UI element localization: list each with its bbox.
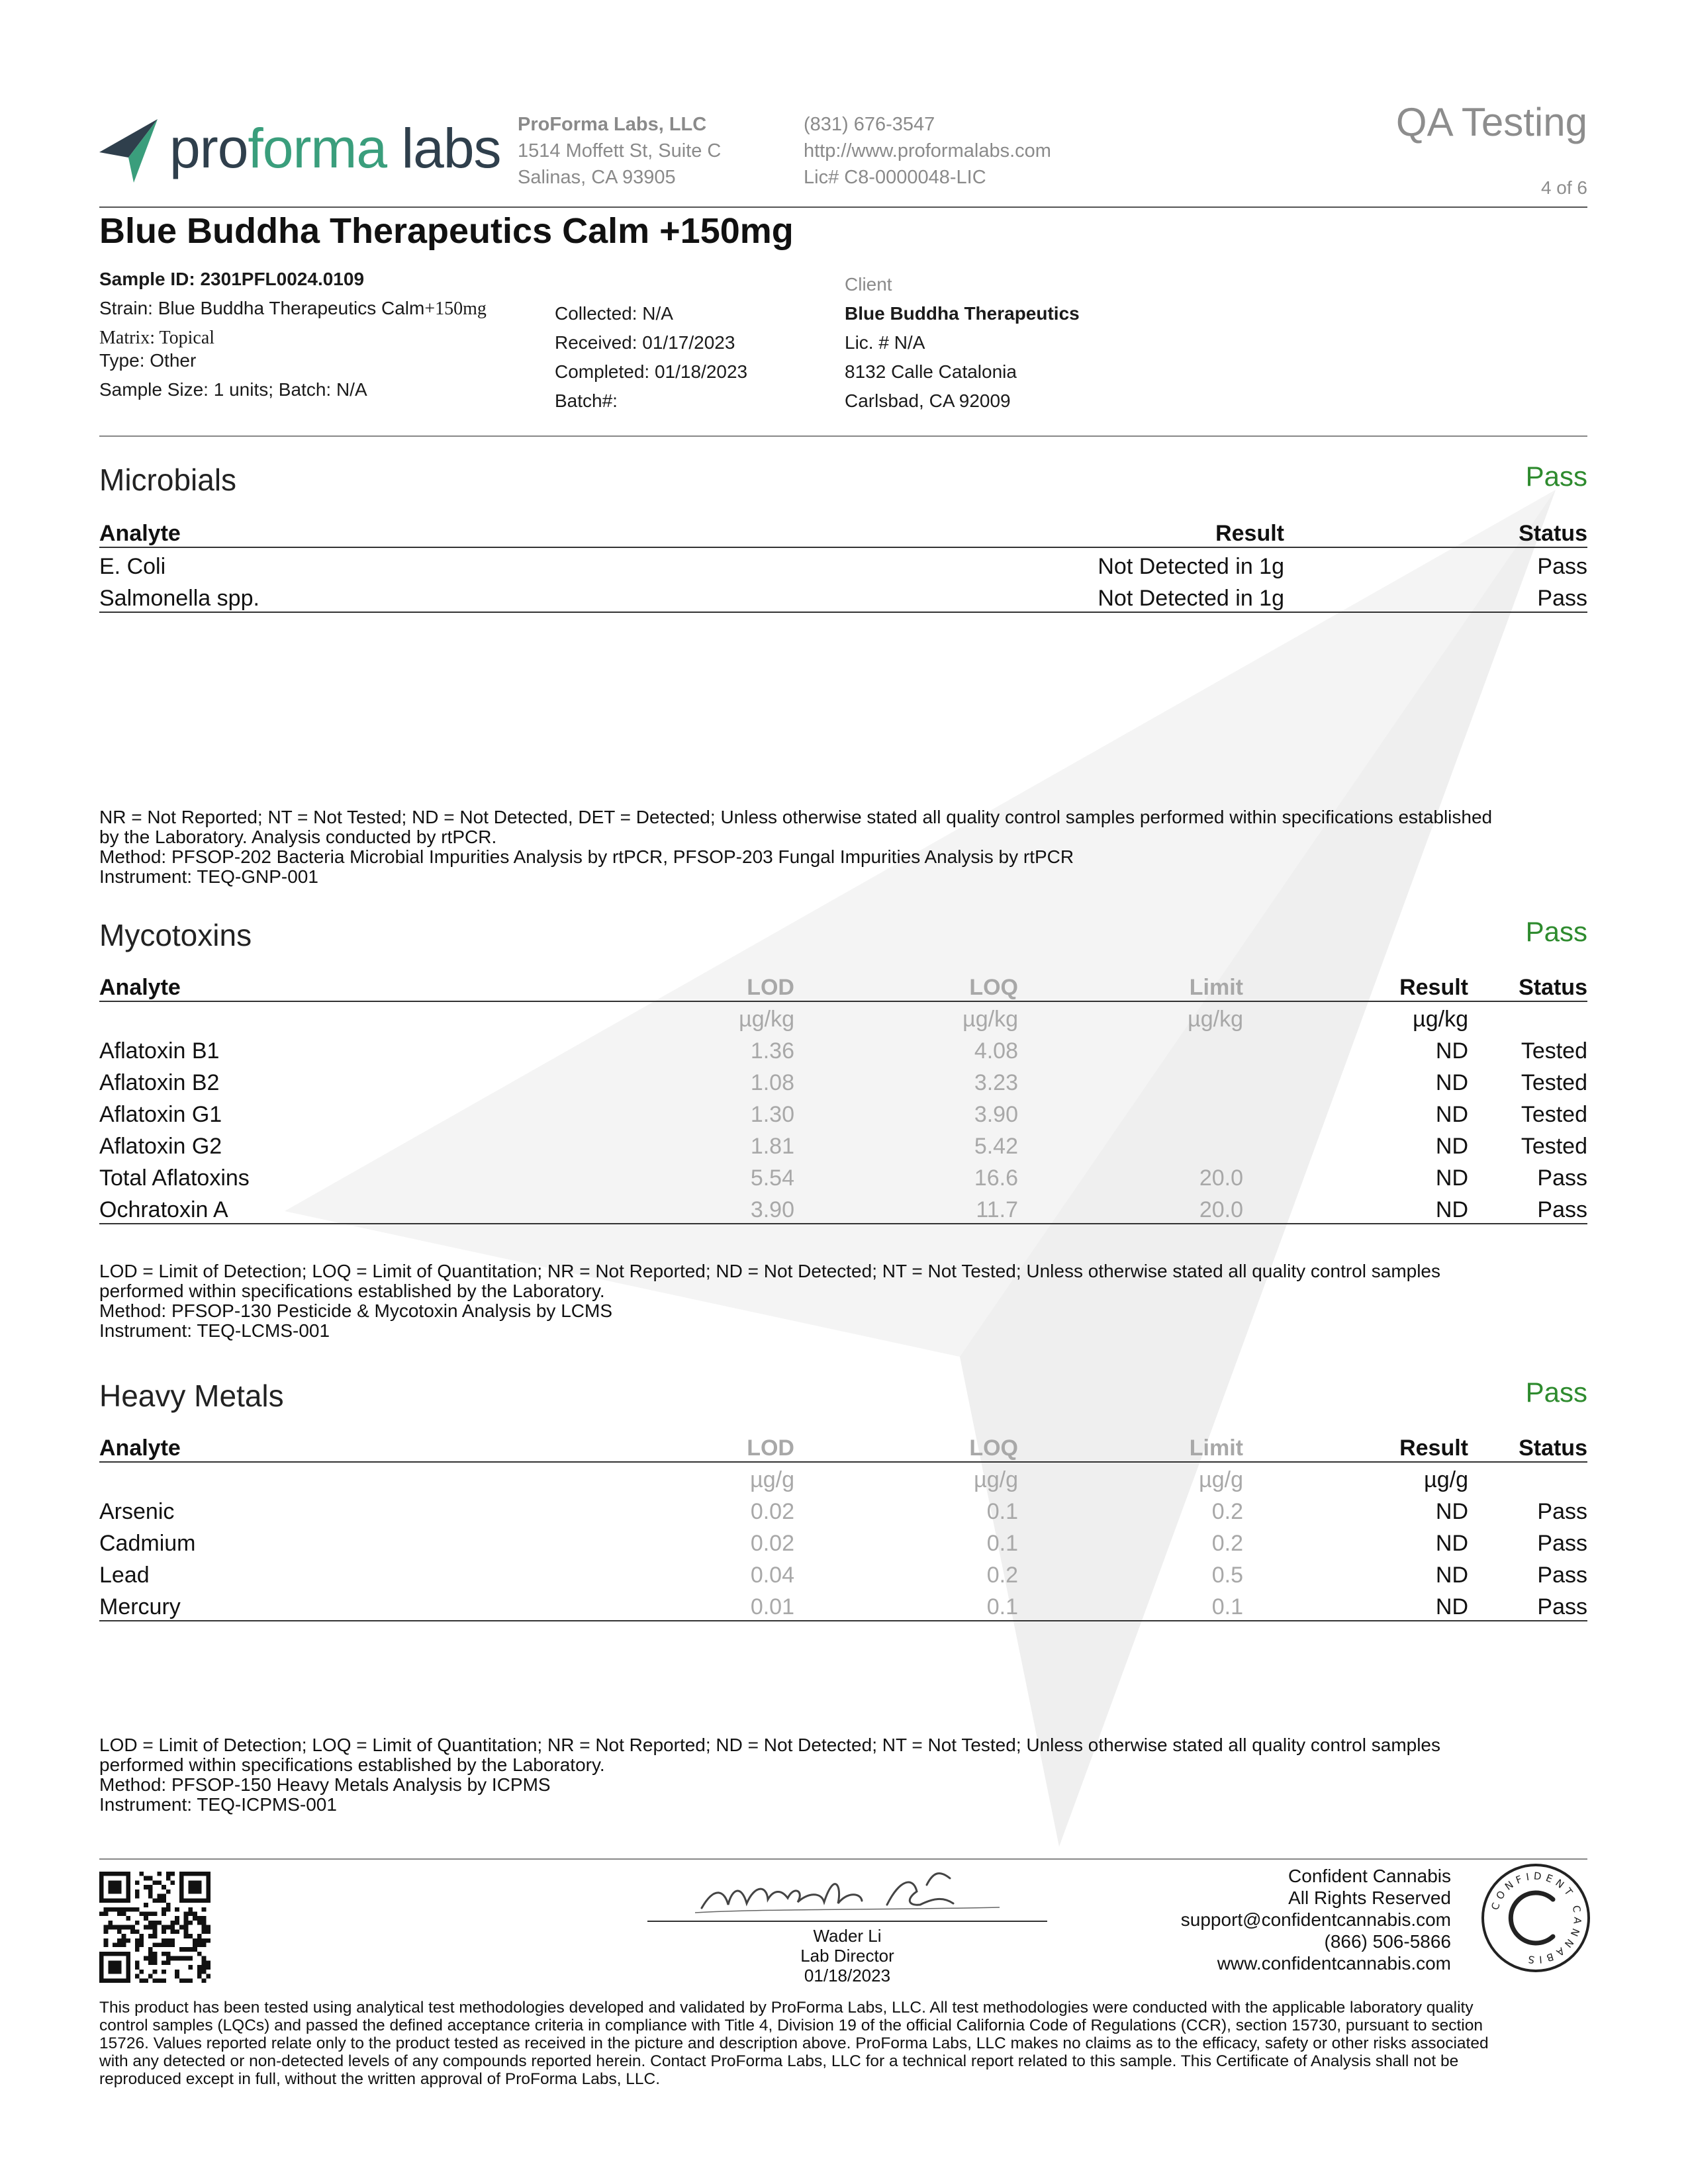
note-line: LOD = Limit of Detection; LOQ = Limit of Quantitation; NR = Not Reported; ND = Not Detected; NT = Not Tested; Unless otherwise stated all quality control samples xyxy=(99,1735,1441,1755)
status-value: Pass xyxy=(1537,1499,1587,1524)
limit-value: 0.5 xyxy=(1211,1563,1243,1588)
table-header-row xyxy=(99,970,1587,1001)
microbials-title: Microbials xyxy=(99,463,237,497)
analyte-status: Pass xyxy=(1537,554,1587,579)
col-loq: LOQ xyxy=(794,1431,1018,1462)
status-value: Pass xyxy=(1468,1588,1587,1621)
lab-address-line2: Salinas, CA 93905 xyxy=(518,167,676,188)
note-line: Method: PFSOP-150 Heavy Metals Analysis by ICPMS xyxy=(99,1774,551,1795)
mycotoxins-notes xyxy=(99,1261,1589,1341)
result-value: ND xyxy=(1435,1134,1468,1159)
analyte-result: Not Detected in 1g xyxy=(1098,554,1284,579)
lab-company-name: ProForma Labs, LLC xyxy=(518,114,707,135)
limit-unit: µg/kg xyxy=(1188,1007,1243,1032)
status-value: Tested xyxy=(1521,1070,1587,1095)
sample-strain: Strain: Blue Buddha Therapeutics Calm+150mg xyxy=(99,298,487,319)
note-line: LOD = Limit of Detection; LOQ = Limit of Quantitation; NR = Not Reported; ND = Not Detected; NT = Not Tested; Unless otherwise stated all quality control samples xyxy=(99,1261,1441,1281)
collected-date: Collected: N/A xyxy=(555,303,673,324)
limit-value xyxy=(1018,1064,1243,1096)
confident-cannabis-info xyxy=(1181,1865,1451,1974)
cc-phone: (866) 506-5866 xyxy=(1324,1931,1451,1952)
col-status: Status xyxy=(1284,516,1587,547)
lod-value: 1.08 xyxy=(750,1070,794,1095)
signatory-name: Wader Li xyxy=(813,1926,882,1946)
status-value: Pass xyxy=(1468,1191,1587,1224)
result-value: ND xyxy=(1435,1563,1468,1588)
loq-value: 3.23 xyxy=(974,1070,1018,1095)
cc-website[interactable]: www.confidentcannabis.com xyxy=(1217,1953,1451,1974)
signatory xyxy=(647,1926,1047,1985)
loq-value: 0.1 xyxy=(794,1588,1018,1621)
table-row xyxy=(99,547,1587,580)
disclaimer-line: reproduced except in full, without the written approval of ProForma Labs, LLC. xyxy=(99,2070,661,2088)
loq-value: 16.6 xyxy=(974,1165,1018,1191)
lab-phone: (831) 676-3547 xyxy=(804,114,935,135)
microbials-table xyxy=(99,516,1587,613)
disclaimer-line: 15726. Values reported relate only to the product tested as received in the picture and description above. ProForma Labs, LLC makes no claims as to the efficacy, safety or other risks associated xyxy=(99,2034,1489,2052)
header-divider xyxy=(99,206,1587,208)
svg-text:CONFIDENT CANNABIS xyxy=(1489,1870,1583,1966)
heavy-metals-notes xyxy=(99,1735,1589,1815)
microbials-status: Pass xyxy=(1525,461,1587,492)
cc-email[interactable]: support@confidentcannabis.com xyxy=(1180,1909,1451,1930)
lod-value: 0.02 xyxy=(750,1531,794,1556)
result-unit: µg/g xyxy=(1424,1467,1468,1492)
client-name: Blue Buddha Therapeutics xyxy=(845,303,1080,324)
disclaimer xyxy=(99,1999,1589,2088)
mycotoxins-status: Pass xyxy=(1525,916,1587,947)
disclaimer-line: control samples (LQCs) and passed the defined acceptance criteria in compliance with Title 4, Division 19 of the official California Code of Regulations (CCR), section 15730, pursuant to section xyxy=(99,2017,1483,2034)
col-result: Result xyxy=(1243,1431,1468,1462)
limit-value xyxy=(1018,1032,1243,1064)
loq-value: 5.42 xyxy=(974,1134,1018,1159)
signature-date: 01/18/2023 xyxy=(804,1966,891,1985)
lod-value: 1.36 xyxy=(750,1038,794,1064)
note-line: performed within specifications established by the Laboratory. xyxy=(99,1754,605,1775)
analyte-name: Aflatoxin B1 xyxy=(99,1038,220,1064)
sample-info xyxy=(99,265,487,404)
status-value: Pass xyxy=(1537,1531,1587,1556)
lod-value: 0.02 xyxy=(750,1499,794,1524)
report-type: QA Testing xyxy=(1395,100,1587,144)
note-line: performed within specifications established by the Laboratory. xyxy=(99,1281,605,1301)
analyte-name: Total Aflatoxins xyxy=(99,1165,250,1191)
sample-id: Sample ID: 2301PFL0024.0109 xyxy=(99,269,365,289)
qr-code-icon[interactable] xyxy=(99,1872,211,1983)
limit-value xyxy=(1018,1128,1243,1160)
microbials-notes xyxy=(99,807,1589,887)
analyte-name: E. Coli xyxy=(99,554,166,579)
table-row xyxy=(99,1160,1587,1191)
note-line: Method: PFSOP-130 Pesticide & Mycotoxin Analysis by LCMS xyxy=(99,1300,612,1321)
note-line: NR = Not Reported; NT = Not Tested; ND = Not Detected, DET = Detected; Unless otherwise stated all quality control samples performed within specifications established xyxy=(99,807,1493,827)
limit-value: 20.0 xyxy=(1018,1191,1243,1224)
col-status: Status xyxy=(1468,1431,1587,1462)
table-row xyxy=(99,1032,1587,1064)
table-row xyxy=(99,580,1587,612)
limit-value: 0.2 xyxy=(1211,1499,1243,1524)
table-row xyxy=(99,1557,1587,1588)
table-row xyxy=(99,1128,1587,1160)
units-row xyxy=(99,1001,1587,1032)
lab-company-info xyxy=(518,111,721,191)
lab-website: http://www.proformalabs.com xyxy=(804,140,1051,161)
loq-value: 0.1 xyxy=(986,1531,1018,1556)
lod-unit: µg/g xyxy=(750,1467,794,1492)
table-row xyxy=(99,1096,1587,1128)
proforma-logo-mark-icon xyxy=(98,118,159,184)
note-line: Instrument: TEQ-ICPMS-001 xyxy=(99,1794,337,1815)
loq-value: 4.08 xyxy=(974,1038,1018,1064)
note-line: by the Laboratory. Analysis conducted by rtPCR. xyxy=(99,827,497,847)
col-analyte: Analyte xyxy=(99,1431,496,1462)
analyte-name: Cadmium xyxy=(99,1531,196,1556)
info-divider xyxy=(99,435,1587,437)
confident-cannabis-seal-icon xyxy=(1480,1862,1591,1974)
seal-text: CONFIDENT CANNABIS xyxy=(1489,1870,1584,1966)
units-row xyxy=(99,1462,1587,1493)
received-date: Received: 01/17/2023 xyxy=(555,332,735,353)
status-value: Tested xyxy=(1521,1102,1587,1127)
col-result: Result xyxy=(629,516,1284,547)
analyte-name: Arsenic xyxy=(99,1499,175,1524)
lod-value: 5.54 xyxy=(750,1165,794,1191)
result-value: ND xyxy=(1435,1102,1468,1127)
lod-value: 1.30 xyxy=(750,1102,794,1127)
table-header-row xyxy=(99,1431,1587,1462)
lod-value: 0.01 xyxy=(496,1588,794,1621)
signature-image xyxy=(688,1858,1006,1925)
status-value: Pass xyxy=(1537,1563,1587,1588)
result-value: ND xyxy=(1435,1531,1468,1556)
analyte-result: Not Detected in 1g xyxy=(629,580,1284,612)
status-value: Tested xyxy=(1521,1134,1587,1159)
table-header-row xyxy=(99,516,1587,547)
result-value: ND xyxy=(1243,1191,1468,1224)
mycotoxins-title: Mycotoxins xyxy=(99,918,252,952)
page-number: 4 of 6 xyxy=(1540,177,1587,198)
lab-contact-info xyxy=(804,111,1051,191)
limit-value: 0.1 xyxy=(1018,1588,1243,1621)
mycotoxins-table xyxy=(99,970,1587,1224)
limit-unit: µg/g xyxy=(1199,1467,1243,1492)
analyte-name: Aflatoxin B2 xyxy=(99,1070,220,1095)
client-info xyxy=(845,270,1080,416)
lod-value: 1.81 xyxy=(750,1134,794,1159)
col-limit: Limit xyxy=(1018,970,1243,1001)
limit-value xyxy=(1018,1096,1243,1128)
client-street: 8132 Calle Catalonia xyxy=(845,361,1017,382)
client-label: Client xyxy=(845,274,892,295)
limit-value: 20.0 xyxy=(1199,1165,1243,1191)
proforma-logo xyxy=(98,114,502,187)
table-row xyxy=(99,1588,1587,1621)
analyte-name: Ochratoxin A xyxy=(99,1191,496,1224)
result-value: ND xyxy=(1435,1499,1468,1524)
analyte-name: Aflatoxin G2 xyxy=(99,1134,222,1159)
batch-number: Batch#: xyxy=(555,390,618,411)
col-analyte: Analyte xyxy=(99,970,496,1001)
result-unit: µg/kg xyxy=(1413,1007,1468,1032)
limit-value: 0.2 xyxy=(1211,1531,1243,1556)
note-line: Instrument: TEQ-GNP-001 xyxy=(99,866,318,887)
col-lod: LOD xyxy=(496,970,794,1001)
sample-type: Type: Other xyxy=(99,350,197,371)
status-value: Tested xyxy=(1521,1038,1587,1064)
table-row xyxy=(99,1064,1587,1096)
loq-value: 11.7 xyxy=(794,1191,1018,1224)
client-license: Lic. # N/A xyxy=(845,332,925,353)
col-status: Status xyxy=(1468,970,1587,1001)
col-limit: Limit xyxy=(1018,1431,1243,1462)
analyte-name: Mercury xyxy=(99,1588,496,1621)
sample-size: Sample Size: 1 units; Batch: N/A xyxy=(99,379,367,400)
lod-value: 3.90 xyxy=(496,1191,794,1224)
loq-value: 0.2 xyxy=(986,1563,1018,1588)
table-row xyxy=(99,1191,1587,1224)
lod-value: 0.04 xyxy=(750,1563,794,1588)
lab-address-line1: 1514 Moffett St, Suite C xyxy=(518,140,722,161)
result-value: ND xyxy=(1435,1038,1468,1064)
result-value: ND xyxy=(1243,1588,1468,1621)
cc-name: Confident Cannabis xyxy=(1288,1866,1451,1886)
sample-dates xyxy=(555,299,747,416)
loq-unit: µg/g xyxy=(974,1467,1018,1492)
logo-wordmark: proforma labs xyxy=(169,117,501,179)
lab-license: Lic# C8-0000048-LIC xyxy=(804,167,986,188)
analyte-name: Salmonella spp. xyxy=(99,580,629,612)
col-loq: LOQ xyxy=(794,970,1018,1001)
signatory-title: Lab Director xyxy=(800,1946,894,1966)
cc-rights: All Rights Reserved xyxy=(1288,1888,1451,1908)
lod-unit: µg/kg xyxy=(739,1007,794,1032)
heavy-metals-table xyxy=(99,1431,1587,1621)
note-line: Method: PFSOP-202 Bacteria Microbial Impurities Analysis by rtPCR, PFSOP-203 Fungal Impurities Analysis by rtPCR xyxy=(99,846,1074,867)
table-row xyxy=(99,1525,1587,1557)
heavy-metals-status: Pass xyxy=(1525,1377,1587,1408)
client-city: Carlsbad, CA 92009 xyxy=(845,390,1011,411)
disclaimer-line: with any detected or non-detected levels of any compounds reported herein. Contact ProForma Labs, LLC for a technical report related to this sample. This Certificate of Analysis shall not be xyxy=(99,2052,1459,2070)
loq-unit: µg/kg xyxy=(962,1007,1018,1032)
sample-matrix: Matrix: Topical xyxy=(99,328,215,348)
col-lod: LOD xyxy=(496,1431,794,1462)
loq-value: 0.1 xyxy=(986,1499,1018,1524)
col-result: Result xyxy=(1243,970,1468,1001)
result-value: ND xyxy=(1435,1070,1468,1095)
table-row xyxy=(99,1493,1587,1525)
analyte-name: Lead xyxy=(99,1563,150,1588)
heavy-metals-title: Heavy Metals xyxy=(99,1379,284,1413)
disclaimer-line: This product has been tested using analytical test methodologies developed and validated by ProForma Labs, LLC. All test methodologies were conducted with the applicable laboratory quality xyxy=(99,1999,1474,2017)
completed-date: Completed: 01/18/2023 xyxy=(555,361,748,382)
result-value: ND xyxy=(1435,1165,1468,1191)
status-value: Pass xyxy=(1537,1165,1587,1191)
signature-line xyxy=(647,1921,1047,1922)
note-line: Instrument: TEQ-LCMS-001 xyxy=(99,1320,330,1341)
analyte-name: Aflatoxin G1 xyxy=(99,1102,222,1127)
col-analyte: Analyte xyxy=(99,516,629,547)
analyte-status: Pass xyxy=(1284,580,1587,612)
loq-value: 3.90 xyxy=(974,1102,1018,1127)
product-title: Blue Buddha Therapeutics Calm +150mg xyxy=(99,211,794,251)
